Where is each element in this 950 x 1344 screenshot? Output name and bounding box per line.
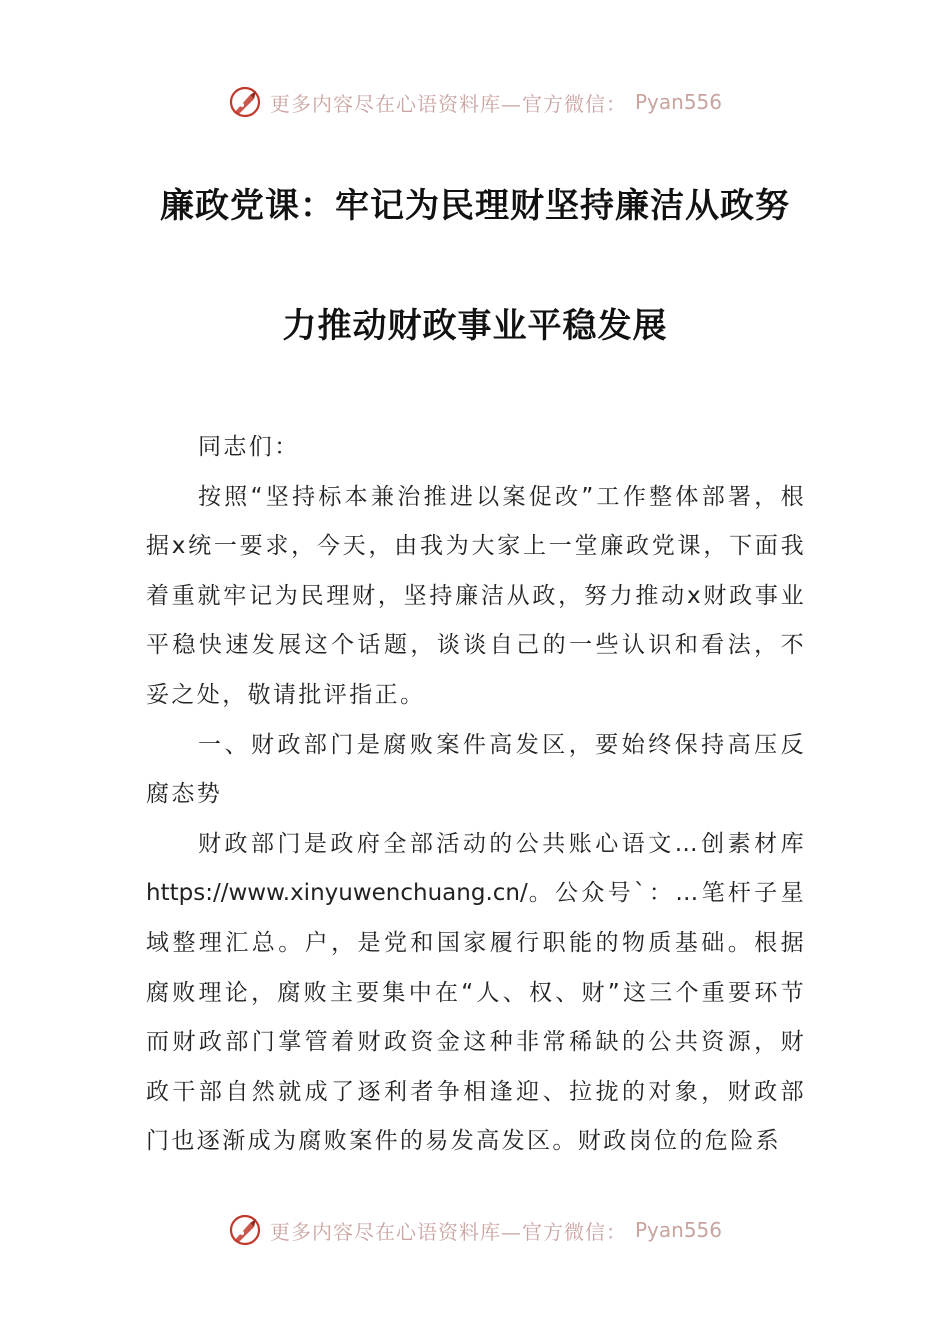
header-banner: [0, 82, 950, 122]
page-title-line-1: 廉政党课：牢记为民理财坚持廉洁从政努: [160, 186, 790, 226]
footer-banner-text: 更多内容尽在心语资料库—官方微信：: [269, 1219, 627, 1244]
header-banner-text: 更多内容尽在心语资料库—官方微信：: [269, 91, 627, 116]
page-title-line-2: 力推动财政事业平稳发展: [282, 306, 668, 346]
footer-banner: [0, 1210, 950, 1250]
source-url: https://www.xinyuwenchuang.cn/: [146, 880, 528, 907]
pen-nib-logo-icon: [228, 85, 262, 119]
salutation: 同志们：: [198, 434, 300, 460]
pen-nib-logo-icon: [228, 1213, 262, 1247]
header-wechat-id: Pyan556: [634, 90, 722, 114]
footer-wechat-id: Pyan556: [634, 1218, 722, 1242]
document-body: [146, 423, 806, 1167]
paragraph-finance-dept: [146, 820, 806, 1167]
paragraph-text-rest: 。公众号`：…笔杆子星域整理汇总。户，是党和国家履行职能的物质基础。根据腐败理论，腐败主要集中在“人、权、财”这三个重要环节而财政部门掌管着财政资金这种非常稀缺的公共资源，财政干部自然就成了逐利者争相逢迎、拉拢的对象，财政部门也逐渐成为腐败案件的易发高发区。财政岗位的危险系: [146, 880, 806, 1155]
paragraph-text-start: 财政部门是政府全部活动的公共账心语文…创素材库: [198, 830, 806, 857]
paragraph-intro: 按照“坚持标本兼治推进以案促改”工作整体部署，根据x统一要求，今天，由我为大家上一堂廉政党课，下面我着重就牢记为民理财，坚持廉洁从政，努力推动x财政事业平稳快速发展这个话题，谈谈自己的一些认识和看法，不妥之处，敬请批评指正。: [146, 483, 806, 708]
section-heading-1: 一、财政部门是腐败案件高发区，要始终保持高压反腐态势: [146, 731, 806, 808]
